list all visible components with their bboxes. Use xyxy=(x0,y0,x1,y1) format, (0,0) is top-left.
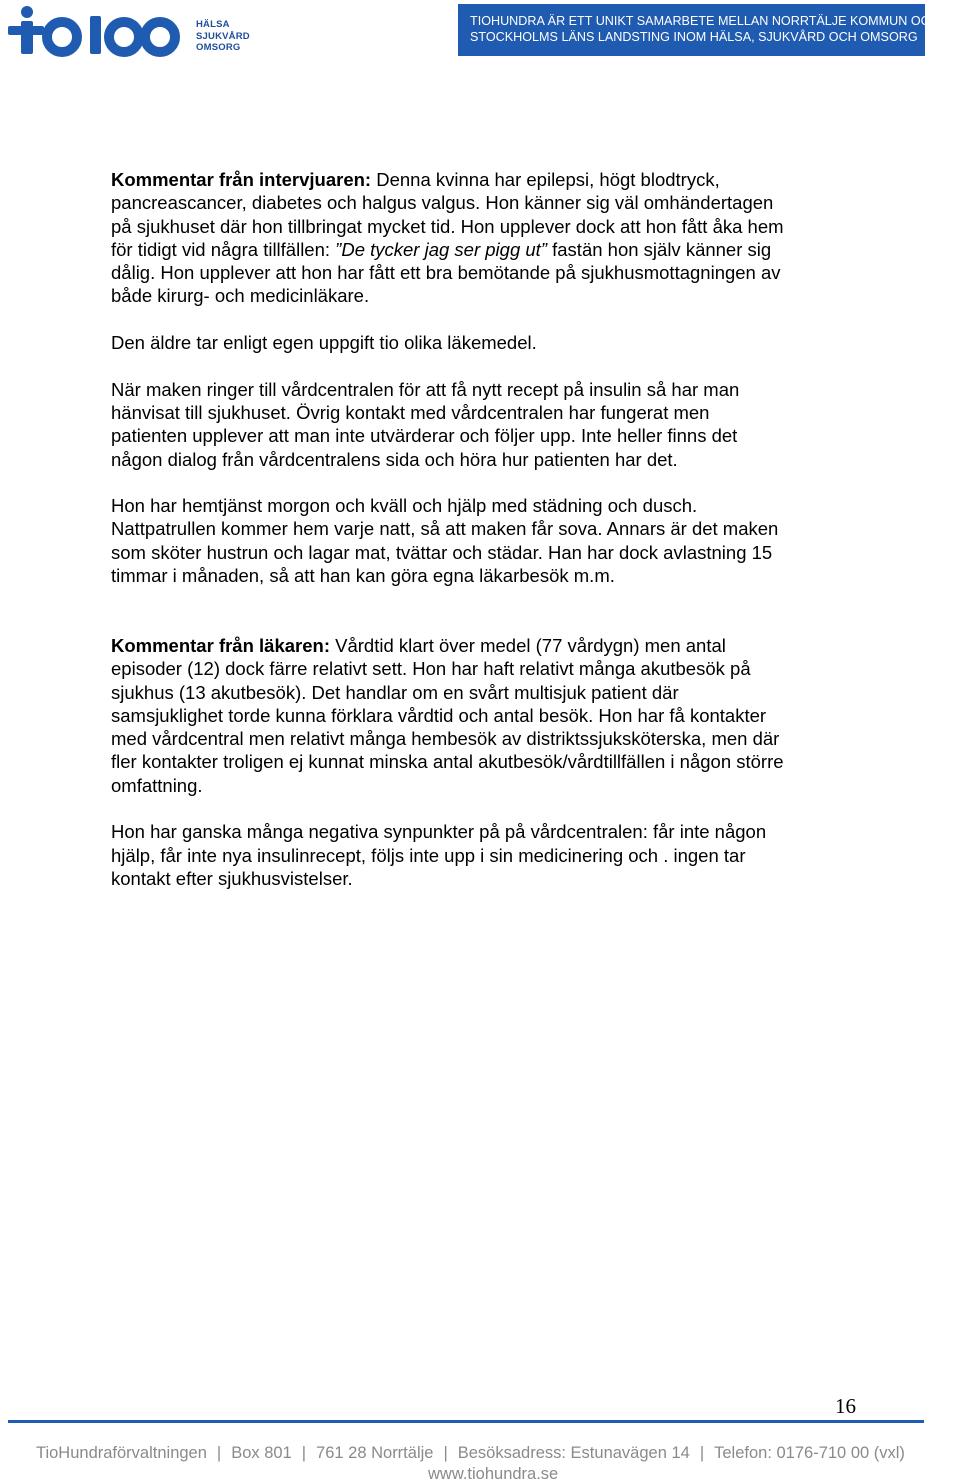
text-line: timmar i månaden, så att han kan göra egna läkarbesök m.m. xyxy=(111,565,615,587)
paragraph-doctor-comment xyxy=(111,634,871,797)
tiohundra-logo xyxy=(6,4,182,58)
logo-tagline-line: OMSORG xyxy=(196,42,241,53)
paragraph-home-care xyxy=(111,494,871,587)
patient-quote: ”De tycker jag ser pigg ut” xyxy=(335,238,547,260)
doctor-comment-label: Kommentar från läkaren: xyxy=(111,634,330,656)
paragraph-interviewer-comment xyxy=(111,168,871,308)
footer-postal: 761 28 Norrtälje xyxy=(316,1444,434,1462)
text-line: hjälp, får inte nya insulinrecept, följs inte upp i sin medicinering och . ingen tar xyxy=(111,844,746,866)
footer-phone: Telefon: 0176-710 00 (vxl) xyxy=(714,1444,905,1462)
text-line: pancreascancer, diabetes och halgus valgus. Hon känner sig väl omhändertagen xyxy=(111,192,774,214)
text-line: Nattpatrullen kommer hem varje natt, så att maken får sova. Annars är det maken xyxy=(111,518,779,540)
footer-separator: | xyxy=(443,1444,448,1462)
document-body xyxy=(111,168,871,890)
footer-divider xyxy=(8,1420,924,1423)
text-line: kontakt efter sjukhusvistelser. xyxy=(111,867,353,889)
footer-separator: | xyxy=(216,1444,222,1462)
text-line: dålig. Hon upplever att hon har fått ett bra bemötande på sjukhusmottagningen av xyxy=(111,262,781,284)
page-header xyxy=(0,0,960,62)
logo-tagline xyxy=(196,19,250,54)
page-number: 16 xyxy=(835,1394,856,1418)
footer-address: Besöksadress: Estunavägen 14 xyxy=(457,1444,690,1462)
text-line: Vårdtid klart över medel (77 vårdygn) men antal xyxy=(329,634,726,656)
footer-box: Box 801 xyxy=(231,1444,292,1462)
text-line: på sjukhuset där hon tillbringat mycket tid. Hon upplever dock att hon fått åka hem xyxy=(111,215,784,237)
text-line: Hon har hemtjänst morgon och kväll och hjälp med städning och dusch. xyxy=(111,495,698,517)
text-line: för tidigt vid några tillfällen: xyxy=(111,238,336,260)
text-line: fler kontakter troligen ej kunnat minska antal akutbesök/vårdtillfällen i någon större xyxy=(111,751,784,773)
paragraph-negative-views xyxy=(111,820,871,890)
header-banner xyxy=(458,4,939,56)
text-line: både kirurg- och medicinläkare. xyxy=(111,285,370,307)
text-line: som sköter hustrun och lagar mat, tvättar och städar. Han har dock avlastning 15 xyxy=(111,541,773,563)
text-line: episoder (12) dock färre relativt sett. Hon har haft relativt många akutbesök på xyxy=(111,658,751,680)
logo-tagline-line: HÄLSA xyxy=(196,19,230,30)
footer-contact xyxy=(36,1444,905,1463)
paragraph-medication: Den äldre tar enligt egen uppgift tio olika läkemedel. xyxy=(111,332,537,354)
text-line: hänvisat till sjukhuset. Övrig kontakt med vårdcentralen har fungerat men xyxy=(111,401,710,423)
text-line: När maken ringer till vårdcentralen för att få nytt recept på insulin så har man xyxy=(111,378,740,400)
text-line: Hon har ganska många negativa synpunkter på på vårdcentralen: får inte någon xyxy=(111,821,767,843)
text-line: med vårdcentral men relativt många hembesök av distriktssjuksköterska, men där xyxy=(111,728,780,750)
paragraph-pharmacy-contact xyxy=(111,378,871,471)
text-line: patienten upplever att man inte utvärderar och följer upp. Inte heller finns det xyxy=(111,425,738,447)
logo-tagline-line: SJUKVÅRD xyxy=(196,30,250,42)
text-line: fastän hon själv känner sig xyxy=(546,238,772,260)
footer-separator: | xyxy=(301,1444,307,1462)
text-line: Denna kvinna har epilepsi, högt blodtryck, xyxy=(371,169,720,190)
text-line: omfattning. xyxy=(111,774,203,796)
text-line: sjukhus (13 akutbesök). Det handlar om en svårt multisjuk patient där xyxy=(111,681,679,703)
footer-separator: | xyxy=(699,1444,705,1462)
banner-line: STOCKHOLMS LÄNS LANDSTING INOM HÄLSA, SJUKVÅRD OCH OMSORG xyxy=(470,30,918,44)
footer-organization: TioHundraförvaltningen xyxy=(36,1444,207,1462)
banner-line: TIOHUNDRA ÄR ETT UNIKT SAMARBETE MELLAN NORRTÄLJE KOMMUN OCH xyxy=(470,14,939,28)
footer-website-link[interactable]: www.tiohundra.se xyxy=(428,1465,559,1483)
text-line: någon dialog från vårdcentralens sida och höra hur patienten har det. xyxy=(111,448,678,470)
interviewer-comment-label: Kommentar från intervjuaren: xyxy=(111,169,372,190)
text-line: samsjuklighet torde kunna förklara vårdtid och antal besök. Hon har få kontakter xyxy=(111,704,767,726)
